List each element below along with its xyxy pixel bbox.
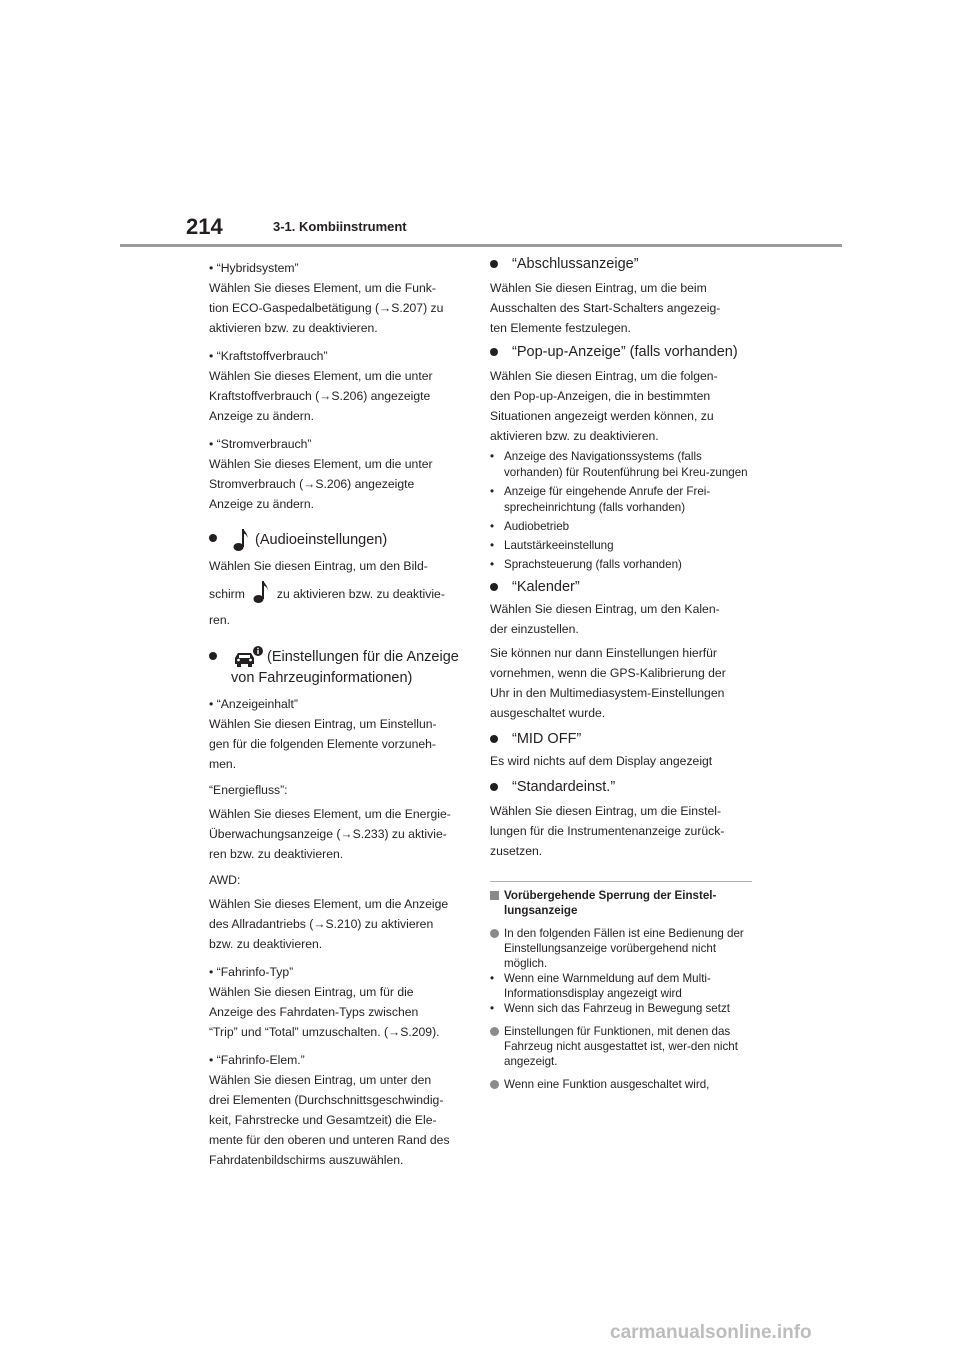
- note-text: Einstellungen für Funktionen, mit denen das Fahrzeug nicht ausgestattet ist, wer-den nicht angezeigt.: [504, 1025, 738, 1068]
- note-item: [490, 1077, 752, 1092]
- text-line: aktivieren bzw. zu deaktivieren.: [209, 321, 378, 335]
- note-title: [490, 888, 752, 918]
- list-item: • Anzeige des Navigationssystems (falls vorhanden) für Routenführung bei Kreu-zungen: [490, 450, 748, 479]
- item-title: “Fahrinfo-Typ”: [216, 965, 294, 979]
- text-line: Wählen Sie dieses Element, um die Anzeige: [209, 897, 449, 911]
- note-text: In den folgenden Fällen ist eine Bedienung der Einstellungsanzeige vorübergehend nicht möglich.: [504, 927, 744, 970]
- item-content: • “Anzeigeinhalt” Wählen Sie diesen Eintrag, um Einstellun- gen für die folgenden Elemente vorzuneh- men.: [209, 694, 467, 774]
- text-line: bzw. zu deaktivieren.: [209, 937, 323, 951]
- text-line: keit, Fahrstrecke und Gesamtzeit) die Ele-: [209, 1113, 437, 1127]
- text-line: Wählen Sie diesen Eintrag, um für die: [209, 985, 414, 999]
- text-line: Wählen Sie diesen Eintrag, um den Bild-: [209, 559, 428, 573]
- text-line: Anzeige des Fahrdaten-Typs zwischen: [209, 1005, 419, 1019]
- text-line: Ausschalten des Start-Schalters angezeig-: [490, 301, 721, 315]
- text-line: men.: [209, 757, 237, 771]
- text-line: schirm: [209, 587, 245, 602]
- item-type: • “Fahrinfo-Typ” Wählen Sie diesen Eintrag, um für die Anzeige des Fahrdaten-Typs zwischen “Trip” und “Total” umzuschalten. (→S.209).: [209, 962, 467, 1042]
- list-item-text: Anzeige des Navigationssystems (falls vorhanden) für Routenführung bei Kreu-zungen: [504, 450, 748, 479]
- list-item-text: Lautstärkeeinstellung: [504, 539, 614, 552]
- bullet-dot: [490, 583, 498, 591]
- text-line: vornehmen, wenn die GPS-Kalibrierung der: [490, 666, 726, 680]
- item-elem: • “Fahrinfo-Elem.” Wählen Sie diesen Eintrag, um unter den drei Elementen (Durchschnittsgeschwindig- keit, Fahrstrecke und Gesamtzeit) die Ele- mente für den oberen und unteren Rand des Fahrdatenbildschirms auszuwählen.: [209, 1050, 467, 1170]
- note-item: [490, 926, 752, 971]
- text-line: ten Elemente festzulegen.: [490, 321, 631, 335]
- text-line: Wählen Sie dieses Element, um die unter: [209, 369, 433, 383]
- item-title: “Hybridsystem”: [216, 261, 299, 275]
- text-line: drei Elementen (Durchschnittsgeschwindig-: [209, 1093, 444, 1107]
- note-list: [490, 971, 752, 1016]
- text-line: Wählen Sie diesen Eintrag, um die Einstel-: [490, 804, 722, 818]
- text-line: Stromverbrauch (→S.206) angezeigte: [209, 477, 415, 491]
- bullet-dot: [490, 783, 498, 791]
- item-title: “Fahrinfo-Elem.”: [216, 1053, 305, 1067]
- section-divider: [490, 881, 752, 882]
- watermark: carmanualsonline.info: [610, 1322, 812, 1343]
- text-line: der einzustellen.: [490, 622, 579, 636]
- heading-audio: [209, 528, 467, 552]
- text-line: ren.: [209, 613, 231, 627]
- circle-bullet-icon: [490, 1080, 499, 1089]
- bullet-dot: [490, 348, 498, 356]
- item-title: “Anzeigeinhalt”: [216, 697, 298, 711]
- text-line: Anzeige zu ändern.: [209, 409, 315, 423]
- text-line: ausgeschaltet wurde.: [490, 706, 606, 720]
- text-line: “Trip” und “Total” umzuschalten. (→S.209).: [209, 1025, 440, 1039]
- note-title-text: Vorübergehende Sperrung der Einstel-lungsanzeige: [504, 889, 717, 917]
- text-line: Sie können nur dann Einstellungen hierfür: [490, 646, 717, 660]
- bullet-dot: [490, 735, 498, 743]
- item-title: “Stromverbrauch”: [216, 437, 312, 451]
- heading-calendar: [490, 577, 752, 597]
- circle-bullet-icon: [490, 929, 499, 938]
- item-awd: [209, 870, 467, 954]
- text-line: Wählen Sie diesen Eintrag, um unter den: [209, 1073, 432, 1087]
- heading-text: “Pop-up-Anzeige” (falls vorhanden): [512, 344, 738, 360]
- music-note-icon: [253, 580, 269, 610]
- text-line: lungen für die Instrumentenanzeige zurück-: [490, 824, 725, 838]
- text-line: Situationen angezeigt werden können, zu: [490, 409, 714, 423]
- text-line: Anzeige zu ändern.: [209, 497, 315, 511]
- text-line: Kraftstoffverbrauch (→S.206) angezeigte: [209, 389, 431, 403]
- bullet-dot: [209, 652, 217, 660]
- heading-end: [490, 254, 752, 274]
- list-item: • Wenn sich das Fahrzeug in Bewegung setzt: [490, 1002, 730, 1015]
- item-fuel: • “Kraftstoffverbrauch” Wählen Sie dieses Element, um die unter Kraftstoffverbrauch (→S.206) angezeigte Anzeige zu ändern.: [209, 346, 467, 426]
- heading-text: “Abschlussanzeige”: [512, 256, 639, 272]
- heading-midoff: [490, 729, 752, 749]
- header-rule: [120, 244, 842, 247]
- item-title: AWD:: [209, 873, 241, 887]
- list-item-text: Wenn eine Warnmeldung auf dem Multi-Informationsdisplay angezeigt wird: [504, 972, 711, 1000]
- text-line: Wählen Sie diesen Eintrag, um die folgen-: [490, 369, 718, 383]
- note-text: Wenn eine Funktion ausgeschaltet wird,: [504, 1078, 710, 1091]
- list-item: • Lautstärkeeinstellung: [490, 539, 614, 552]
- item-hybrid: • “Hybridsystem” Wählen Sie dieses Element, um die Funk- tion ECO-Gaspedalbetätigung (→S.207) zu aktivieren bzw. zu deaktivieren.: [209, 258, 467, 338]
- page-number: 214: [186, 214, 223, 239]
- text-line: Wählen Sie diesen Eintrag, um die beim: [490, 281, 707, 295]
- list-item: • Wenn eine Warnmeldung auf dem Multi-Informationsdisplay angezeigt wird: [490, 972, 711, 1000]
- heading-text: (Audioeinstellungen): [255, 531, 388, 548]
- square-bullet-icon: [490, 891, 499, 900]
- text-line: Wählen Sie dieses Element, um die Funk-: [209, 281, 436, 295]
- heading-text: “Kalender”: [512, 579, 580, 595]
- list-item: • Anzeige für eingehende Anrufe der Frei-sprecheinrichtung (falls vorhanden): [490, 485, 711, 514]
- bullet-dot: [209, 534, 217, 542]
- music-note-icon: [233, 528, 249, 552]
- text-line: mente für den oberen und unteren Rand des: [209, 1133, 450, 1147]
- heading-text: von Fahrzeuginformationen): [231, 670, 413, 686]
- text-line: den Pop-up-Anzeigen, die in bestimmten: [490, 389, 711, 403]
- page-header: [186, 214, 846, 246]
- text-line: zu aktivieren bzw. zu deaktivie-: [276, 587, 445, 602]
- heading-vehicle-info: [209, 646, 467, 688]
- list-item-text: Anzeige für eingehende Anrufe der Frei-sprecheinrichtung (falls vorhanden): [504, 485, 711, 514]
- circle-bullet-icon: [490, 1027, 499, 1036]
- list-item-text: Audiobetrieb: [504, 520, 570, 533]
- text-line: Uhr in den Multimediasystem-Einstellungen: [490, 686, 725, 700]
- item-power: • “Stromverbrauch” Wählen Sie dieses Element, um die unter Stromverbrauch (→S.206) angezeigte Anzeige zu ändern.: [209, 434, 467, 514]
- list-item: • Audiobetrieb: [490, 520, 570, 533]
- heading-popup: [490, 342, 752, 362]
- heading-text: (Einstellungen für die Anzeige: [267, 648, 459, 665]
- popup-list: [490, 449, 752, 573]
- text-line: des Allradantriebs (→S.210) zu aktivieren: [209, 917, 434, 931]
- text-line: Wählen Sie diesen Eintrag, um den Kalen-: [490, 602, 720, 616]
- item-title: “Kraftstoffverbrauch”: [216, 349, 328, 363]
- list-item-text: Sprachsteuerung (falls vorhanden): [504, 558, 682, 571]
- text-line: zusetzen.: [490, 844, 543, 858]
- item-energy: [209, 780, 467, 864]
- text-line: tion ECO-Gaspedalbetätigung (→S.207) zu: [209, 301, 444, 315]
- list-item-text: Wenn sich das Fahrzeug in Bewegung setzt: [504, 1002, 730, 1015]
- chapter-title: 3-1. Kombiinstrument: [273, 219, 407, 234]
- heading-text: “Standardeinst.”: [512, 779, 616, 795]
- text-line: Fahrdatenbildschirms auszuwählen.: [209, 1153, 404, 1167]
- text-line: aktivieren bzw. zu deaktivieren.: [490, 429, 659, 443]
- bullet-dot: [490, 260, 498, 268]
- text-line: gen für die folgenden Elemente vorzuneh-: [209, 737, 436, 751]
- text-line: Wählen Sie diesen Eintrag, um Einstellun-: [209, 717, 437, 731]
- text-line: Wählen Sie dieses Element, um die unter: [209, 457, 433, 471]
- text-line: ren bzw. zu deaktivieren.: [209, 847, 344, 861]
- heading-default: [490, 777, 752, 797]
- text-line: Es wird nichts auf dem Display angezeigt: [490, 754, 713, 768]
- right-column: [490, 258, 752, 1092]
- car-info-icon: [233, 646, 263, 668]
- left-column: [209, 258, 467, 1170]
- item-title: “Energiefluss”:: [209, 783, 288, 797]
- text-line: Wählen Sie dieses Element, um die Energie-: [209, 807, 451, 821]
- note-item: [490, 1024, 752, 1069]
- heading-text: “MID OFF”: [512, 731, 582, 747]
- text-line: Überwachungsanzeige (→S.233) zu aktivie-: [209, 827, 447, 841]
- list-item: • Sprachsteuerung (falls vorhanden): [490, 558, 682, 571]
